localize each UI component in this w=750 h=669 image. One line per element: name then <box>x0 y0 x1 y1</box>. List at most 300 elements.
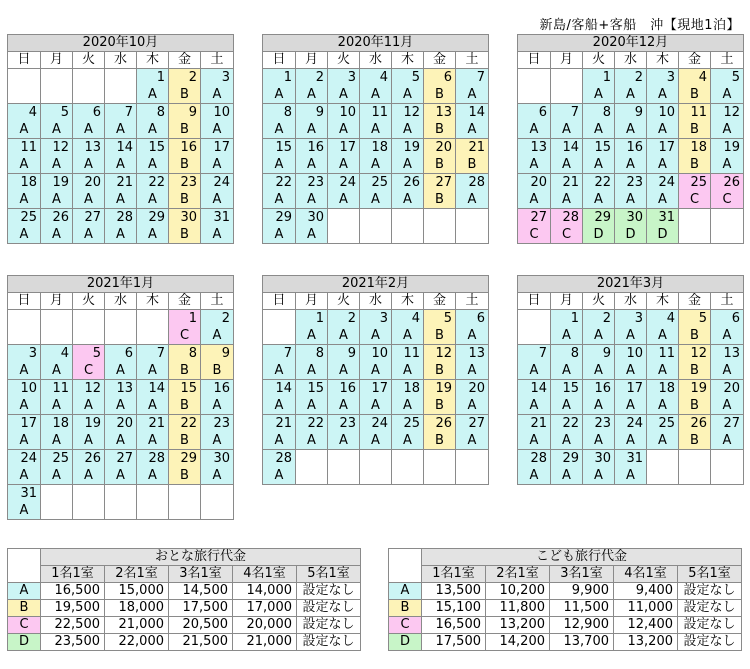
calendar-day[interactable]: 23 <box>615 174 647 192</box>
calendar-day[interactable]: 25 <box>360 174 392 192</box>
price-rank: B <box>679 121 711 139</box>
weekday-label: 月 <box>41 293 73 310</box>
price-rank: A <box>296 121 328 139</box>
empty-day <box>360 209 392 227</box>
weekday-row <box>518 293 744 310</box>
calendar-day[interactable]: 18 <box>679 139 711 157</box>
price-rank: B <box>679 397 711 415</box>
weekday-label: 水 <box>360 52 392 69</box>
calendar-day[interactable]: 15 <box>137 139 169 157</box>
calendar-day[interactable]: 22 <box>296 415 328 433</box>
calendar-day[interactable]: 29 <box>137 209 169 227</box>
calendar-day[interactable]: 25 <box>8 209 41 227</box>
calendar-day[interactable]: 13 <box>456 345 489 363</box>
calendar-day[interactable]: 15 <box>551 380 583 398</box>
calendar-day[interactable]: 10 <box>201 104 234 122</box>
empty-day <box>518 69 551 87</box>
price-rank: A <box>615 191 647 209</box>
empty-rank <box>8 327 41 345</box>
calendar-day[interactable]: 18 <box>392 380 424 398</box>
calendar-day[interactable]: 17 <box>201 139 234 157</box>
calendar-day[interactable]: 14 <box>518 380 551 398</box>
price-rank: A <box>263 156 296 174</box>
calendar-day[interactable]: 28 <box>518 450 551 468</box>
price-cell: 17,500 <box>169 600 233 617</box>
price-rank: A <box>8 156 41 174</box>
calendar-day[interactable]: 22 <box>169 415 201 433</box>
calendar-day[interactable]: 29 <box>583 209 615 227</box>
calendar-day[interactable]: 4 <box>8 104 41 122</box>
calendar-day[interactable]: 10 <box>360 345 392 363</box>
calendar-day[interactable]: 19 <box>424 380 456 398</box>
calendar-day[interactable]: 27 <box>711 415 744 433</box>
calendar-day[interactable]: 20 <box>73 174 105 192</box>
calendar-day[interactable]: 18 <box>360 139 392 157</box>
weekday-label: 日 <box>263 293 296 310</box>
price-rank: A <box>360 191 392 209</box>
price-row <box>389 600 742 617</box>
calendar-day[interactable]: 15 <box>169 380 201 398</box>
calendar-day[interactable]: 1 <box>169 310 201 328</box>
calendar-day[interactable]: 12 <box>392 104 424 122</box>
month-calendar <box>262 275 489 485</box>
calendar-day[interactable]: 20 <box>105 415 137 433</box>
calendar-day[interactable]: 5 <box>679 310 711 328</box>
calendar-day[interactable]: 30 <box>296 209 328 227</box>
date-row <box>8 415 234 433</box>
calendar-day[interactable]: 13 <box>105 380 137 398</box>
price-cell: 設定なし <box>678 600 742 617</box>
calendar-day[interactable]: 3 <box>647 69 679 87</box>
calendar-day[interactable]: 8 <box>551 345 583 363</box>
rank-row <box>263 432 489 450</box>
price-rank: A <box>583 362 615 380</box>
empty-rank <box>360 226 392 244</box>
calendar-day[interactable]: 5 <box>73 345 105 363</box>
calendar-day[interactable]: 11 <box>647 345 679 363</box>
calendar-day[interactable]: 30 <box>615 209 647 227</box>
calendar-day[interactable]: 14 <box>137 380 169 398</box>
calendar-day[interactable]: 5 <box>711 69 744 87</box>
calendar-day[interactable]: 21 <box>105 174 137 192</box>
calendar-day[interactable]: 20 <box>424 139 456 157</box>
calendar-day[interactable]: 19 <box>679 380 711 398</box>
calendar-day[interactable]: 1 <box>583 69 615 87</box>
rank-row <box>518 86 744 104</box>
price-rank: B <box>679 327 711 345</box>
calendar-day[interactable]: 30 <box>583 450 615 468</box>
calendar-day[interactable]: 22 <box>583 174 615 192</box>
calendar-day[interactable]: 14 <box>105 139 137 157</box>
calendar-day[interactable]: 17 <box>8 415 41 433</box>
calendar-day[interactable]: 4 <box>647 310 679 328</box>
calendar-day[interactable]: 26 <box>711 174 744 192</box>
calendar-day[interactable]: 17 <box>360 380 392 398</box>
price-rank: B <box>169 467 201 485</box>
calendar-day[interactable]: 23 <box>328 415 360 433</box>
price-rank: A <box>615 86 647 104</box>
calendar-day[interactable]: 13 <box>73 139 105 157</box>
month-label: 2020年12月 <box>518 35 744 52</box>
price-rank: C <box>679 191 711 209</box>
calendar-day[interactable]: 7 <box>137 345 169 363</box>
calendar-day[interactable]: 26 <box>41 209 73 227</box>
calendar-day[interactable]: 31 <box>8 485 41 503</box>
price-rank: B <box>169 191 201 209</box>
calendar-day[interactable]: 21 <box>551 174 583 192</box>
calendar-day[interactable]: 27 <box>73 209 105 227</box>
calendar-day[interactable]: 8 <box>137 104 169 122</box>
calendar-day[interactable]: 21 <box>263 415 296 433</box>
weekday-label: 土 <box>711 293 744 310</box>
calendar-day[interactable]: 16 <box>201 380 234 398</box>
calendar-day[interactable]: 31 <box>615 450 647 468</box>
calendar-day[interactable]: 19 <box>392 139 424 157</box>
price-rank: C <box>711 191 744 209</box>
calendar-day[interactable]: 10 <box>328 104 360 122</box>
price-rank: A <box>328 432 360 450</box>
calendar-day[interactable]: 16 <box>615 139 647 157</box>
calendar-day[interactable]: 7 <box>263 345 296 363</box>
rank-row <box>263 121 489 139</box>
empty-day <box>392 209 424 227</box>
calendar-day[interactable]: 31 <box>647 209 679 227</box>
calendar-day[interactable]: 8 <box>296 345 328 363</box>
calendar-day[interactable]: 24 <box>201 174 234 192</box>
calendar-day[interactable]: 11 <box>360 104 392 122</box>
calendar-day[interactable]: 2 <box>169 69 201 87</box>
calendar-day[interactable]: 23 <box>201 415 234 433</box>
calendar-day[interactable]: 23 <box>169 174 201 192</box>
empty-rank <box>73 327 105 345</box>
rank-row <box>518 327 744 345</box>
calendar-day[interactable]: 23 <box>583 415 615 433</box>
calendar-day[interactable]: 6 <box>73 104 105 122</box>
price-row <box>389 583 742 600</box>
weekday-row <box>8 293 234 310</box>
empty-rank <box>518 327 551 345</box>
calendar-day[interactable]: 25 <box>392 415 424 433</box>
calendar-day[interactable]: 4 <box>360 69 392 87</box>
calendar-day[interactable]: 1 <box>263 69 296 87</box>
price-rank: B <box>201 362 234 380</box>
price-rank: A <box>711 362 744 380</box>
price-rank: A <box>392 397 424 415</box>
calendar-day[interactable]: 20 <box>711 380 744 398</box>
rank-label: A <box>389 583 422 600</box>
calendar-day[interactable]: 4 <box>392 310 424 328</box>
calendar-day[interactable]: 12 <box>711 104 744 122</box>
price-rank: A <box>711 327 744 345</box>
empty-day <box>679 450 711 468</box>
calendar-day[interactable]: 7 <box>105 104 137 122</box>
calendar-day[interactable]: 29 <box>169 450 201 468</box>
occupancy-header: 3名1室 <box>169 566 233 583</box>
calendar-day[interactable]: 23 <box>296 174 328 192</box>
price-rank: A <box>263 467 296 485</box>
calendar-day[interactable]: 6 <box>711 310 744 328</box>
calendar-day[interactable]: 24 <box>8 450 41 468</box>
calendar-day[interactable]: 14 <box>551 139 583 157</box>
calendar-day[interactable]: 24 <box>615 415 647 433</box>
calendar-day[interactable]: 2 <box>583 310 615 328</box>
calendar-day[interactable]: 16 <box>328 380 360 398</box>
price-cell: 12,400 <box>614 617 678 634</box>
calendar-day[interactable]: 26 <box>424 415 456 433</box>
empty-day <box>424 209 456 227</box>
price-cell: 11,000 <box>614 600 678 617</box>
empty-day <box>296 450 328 468</box>
month-calendar <box>7 34 234 244</box>
price-cell: 11,800 <box>486 600 550 617</box>
price-rank: B <box>424 121 456 139</box>
price-cell: 設定なし <box>297 600 361 617</box>
calendar-day[interactable]: 2 <box>201 310 234 328</box>
calendar-day[interactable]: 1 <box>137 69 169 87</box>
price-rank: A <box>8 191 41 209</box>
price-rank: A <box>456 362 489 380</box>
empty-day <box>105 69 137 87</box>
calendar-day[interactable]: 21 <box>137 415 169 433</box>
calendar-day[interactable]: 8 <box>263 104 296 122</box>
calendar-day[interactable]: 28 <box>263 450 296 468</box>
calendar-day[interactable]: 24 <box>360 415 392 433</box>
calendar-day[interactable]: 18 <box>8 174 41 192</box>
price-rank: A <box>263 86 296 104</box>
calendar-day[interactable]: 24 <box>328 174 360 192</box>
calendar-day[interactable]: 20 <box>518 174 551 192</box>
price-rank: A <box>105 191 137 209</box>
month-header-row <box>263 276 489 293</box>
calendar-day[interactable]: 1 <box>296 310 328 328</box>
calendar-day[interactable]: 1 <box>551 310 583 328</box>
calendar-day[interactable]: 6 <box>518 104 551 122</box>
price-cell: 21,500 <box>169 634 233 651</box>
calendar-day[interactable]: 7 <box>518 345 551 363</box>
calendar-day[interactable]: 16 <box>583 380 615 398</box>
rank-row <box>518 432 744 450</box>
price-rank: D <box>583 226 615 244</box>
calendar-day[interactable]: 5 <box>392 69 424 87</box>
price-rank: A <box>615 397 647 415</box>
calendar-day[interactable]: 11 <box>392 345 424 363</box>
calendar-day[interactable]: 2 <box>328 310 360 328</box>
calendar-day[interactable]: 19 <box>41 174 73 192</box>
calendar-day[interactable]: 18 <box>647 380 679 398</box>
price-cell: 10,200 <box>486 583 550 600</box>
price-cell: 13,200 <box>614 634 678 651</box>
calendar-day[interactable]: 26 <box>679 415 711 433</box>
calendar-day[interactable]: 9 <box>201 345 234 363</box>
calendar-day[interactable]: 18 <box>41 415 73 433</box>
calendar-day[interactable]: 19 <box>711 139 744 157</box>
calendar-day[interactable]: 14 <box>263 380 296 398</box>
calendar-day[interactable]: 12 <box>73 380 105 398</box>
calendar-day[interactable]: 31 <box>201 209 234 227</box>
price-rank: A <box>518 432 551 450</box>
calendar-day[interactable]: 17 <box>328 139 360 157</box>
calendar-day[interactable]: 9 <box>583 345 615 363</box>
calendar-day[interactable]: 11 <box>41 380 73 398</box>
price-rank: A <box>263 226 296 244</box>
empty-day <box>137 485 169 503</box>
calendar-day[interactable]: 9 <box>169 104 201 122</box>
calendar-day[interactable]: 12 <box>41 139 73 157</box>
calendar-day[interactable]: 3 <box>615 310 647 328</box>
calendar-day[interactable]: 12 <box>424 345 456 363</box>
calendar-day[interactable]: 3 <box>328 69 360 87</box>
weekday-label: 木 <box>647 293 679 310</box>
calendar-day[interactable]: 15 <box>296 380 328 398</box>
price-rank: D <box>615 226 647 244</box>
calendar-day[interactable]: 27 <box>424 174 456 192</box>
calendar-day[interactable]: 19 <box>73 415 105 433</box>
calendar-day[interactable]: 4 <box>41 345 73 363</box>
calendar-day[interactable]: 15 <box>263 139 296 157</box>
calendar-day[interactable]: 6 <box>456 310 489 328</box>
calendar-day[interactable]: 28 <box>456 174 489 192</box>
calendar-day[interactable]: 2 <box>615 69 647 87</box>
calendar-day[interactable]: 17 <box>615 380 647 398</box>
calendar-day[interactable]: 21 <box>518 415 551 433</box>
calendar-day[interactable]: 6 <box>105 345 137 363</box>
calendar-day[interactable]: 24 <box>647 174 679 192</box>
price-table-title: こども旅行代金 <box>422 549 742 566</box>
price-cell: 設定なし <box>297 634 361 651</box>
price-rank: A <box>551 121 583 139</box>
price-cell: 16,500 <box>41 583 105 600</box>
calendar-day[interactable]: 29 <box>551 450 583 468</box>
price-rank: A <box>105 397 137 415</box>
empty-rank <box>41 327 73 345</box>
price-rank: A <box>328 362 360 380</box>
calendar-day[interactable]: 12 <box>679 345 711 363</box>
calendar-day[interactable]: 22 <box>551 415 583 433</box>
calendar-day[interactable]: 7 <box>551 104 583 122</box>
empty-rank <box>105 86 137 104</box>
calendar-day[interactable]: 28 <box>105 209 137 227</box>
price-rank: A <box>137 156 169 174</box>
calendar-day[interactable]: 13 <box>711 345 744 363</box>
price-row <box>8 634 361 651</box>
calendar-day[interactable]: 22 <box>263 174 296 192</box>
calendar-day[interactable]: 26 <box>73 450 105 468</box>
calendar-day[interactable]: 10 <box>615 345 647 363</box>
calendar-day[interactable]: 20 <box>456 380 489 398</box>
calendar-day[interactable]: 9 <box>615 104 647 122</box>
weekday-label: 土 <box>456 52 489 69</box>
calendar-day[interactable]: 21 <box>456 139 489 157</box>
calendar-day[interactable]: 3 <box>360 310 392 328</box>
calendar-day[interactable]: 16 <box>296 139 328 157</box>
price-rank: A <box>392 156 424 174</box>
date-row <box>8 139 234 157</box>
calendar-day[interactable]: 9 <box>296 104 328 122</box>
occupancy-header-row <box>389 566 742 583</box>
calendar-day[interactable]: 8 <box>169 345 201 363</box>
calendar-day[interactable]: 8 <box>583 104 615 122</box>
calendar-day[interactable]: 28 <box>551 209 583 227</box>
calendar-day[interactable]: 2 <box>296 69 328 87</box>
calendar-day[interactable]: 28 <box>137 450 169 468</box>
weekday-label: 水 <box>615 293 647 310</box>
calendar-day[interactable]: 3 <box>8 345 41 363</box>
calendar-day[interactable]: 25 <box>679 174 711 192</box>
empty-rank <box>711 226 744 244</box>
price-rank: A <box>296 156 328 174</box>
calendar-day[interactable]: 10 <box>8 380 41 398</box>
price-rank: A <box>137 121 169 139</box>
price-rank: A <box>518 191 551 209</box>
calendar-day[interactable]: 5 <box>41 104 73 122</box>
price-rank: A <box>296 86 328 104</box>
date-row <box>8 69 234 87</box>
rank-row <box>8 191 234 209</box>
calendar-day[interactable]: 3 <box>201 69 234 87</box>
price-cell: 13,500 <box>422 583 486 600</box>
calendar-day[interactable]: 10 <box>647 104 679 122</box>
price-rank: A <box>41 432 73 450</box>
calendar-day[interactable]: 13 <box>518 139 551 157</box>
calendar-day[interactable]: 30 <box>169 209 201 227</box>
calendar-day[interactable]: 26 <box>392 174 424 192</box>
price-rank: B <box>169 121 201 139</box>
calendar-day[interactable]: 5 <box>424 310 456 328</box>
calendar-day[interactable]: 13 <box>424 104 456 122</box>
price-rank: A <box>41 397 73 415</box>
month-calendar <box>7 275 234 520</box>
calendar-day[interactable]: 25 <box>41 450 73 468</box>
price-cell: 9,900 <box>550 583 614 600</box>
date-row <box>263 69 489 87</box>
empty-rank <box>679 226 711 244</box>
calendar-day[interactable]: 16 <box>169 139 201 157</box>
calendar-day[interactable]: 9 <box>328 345 360 363</box>
calendar-day[interactable]: 6 <box>424 69 456 87</box>
price-rank: A <box>583 191 615 209</box>
calendar-day[interactable]: 11 <box>8 139 41 157</box>
calendar-day[interactable]: 27 <box>518 209 551 227</box>
price-rank: A <box>711 156 744 174</box>
rank-row <box>263 467 489 485</box>
calendar-day[interactable]: 27 <box>105 450 137 468</box>
calendar-day[interactable]: 30 <box>201 450 234 468</box>
calendar-day[interactable]: 29 <box>263 209 296 227</box>
price-rank: D <box>647 226 679 244</box>
calendar-day[interactable]: 7 <box>456 69 489 87</box>
calendar-day[interactable]: 15 <box>583 139 615 157</box>
calendar-day[interactable]: 22 <box>137 174 169 192</box>
calendar-day[interactable]: 11 <box>679 104 711 122</box>
calendar-day[interactable]: 4 <box>679 69 711 87</box>
price-rank: A <box>105 226 137 244</box>
weekday-label: 月 <box>296 293 328 310</box>
price-rank: A <box>392 191 424 209</box>
price-rank: A <box>8 362 41 380</box>
weekday-row <box>263 52 489 69</box>
calendar-day[interactable]: 17 <box>647 139 679 157</box>
calendar-day[interactable]: 14 <box>456 104 489 122</box>
weekday-label: 日 <box>518 52 551 69</box>
price-rank: A <box>551 191 583 209</box>
weekday-label: 火 <box>583 293 615 310</box>
calendar-day[interactable]: 27 <box>456 415 489 433</box>
price-rank: A <box>137 191 169 209</box>
calendar-day[interactable]: 25 <box>647 415 679 433</box>
weekday-label: 木 <box>392 52 424 69</box>
price-rank: B <box>424 362 456 380</box>
price-rank: A <box>647 432 679 450</box>
